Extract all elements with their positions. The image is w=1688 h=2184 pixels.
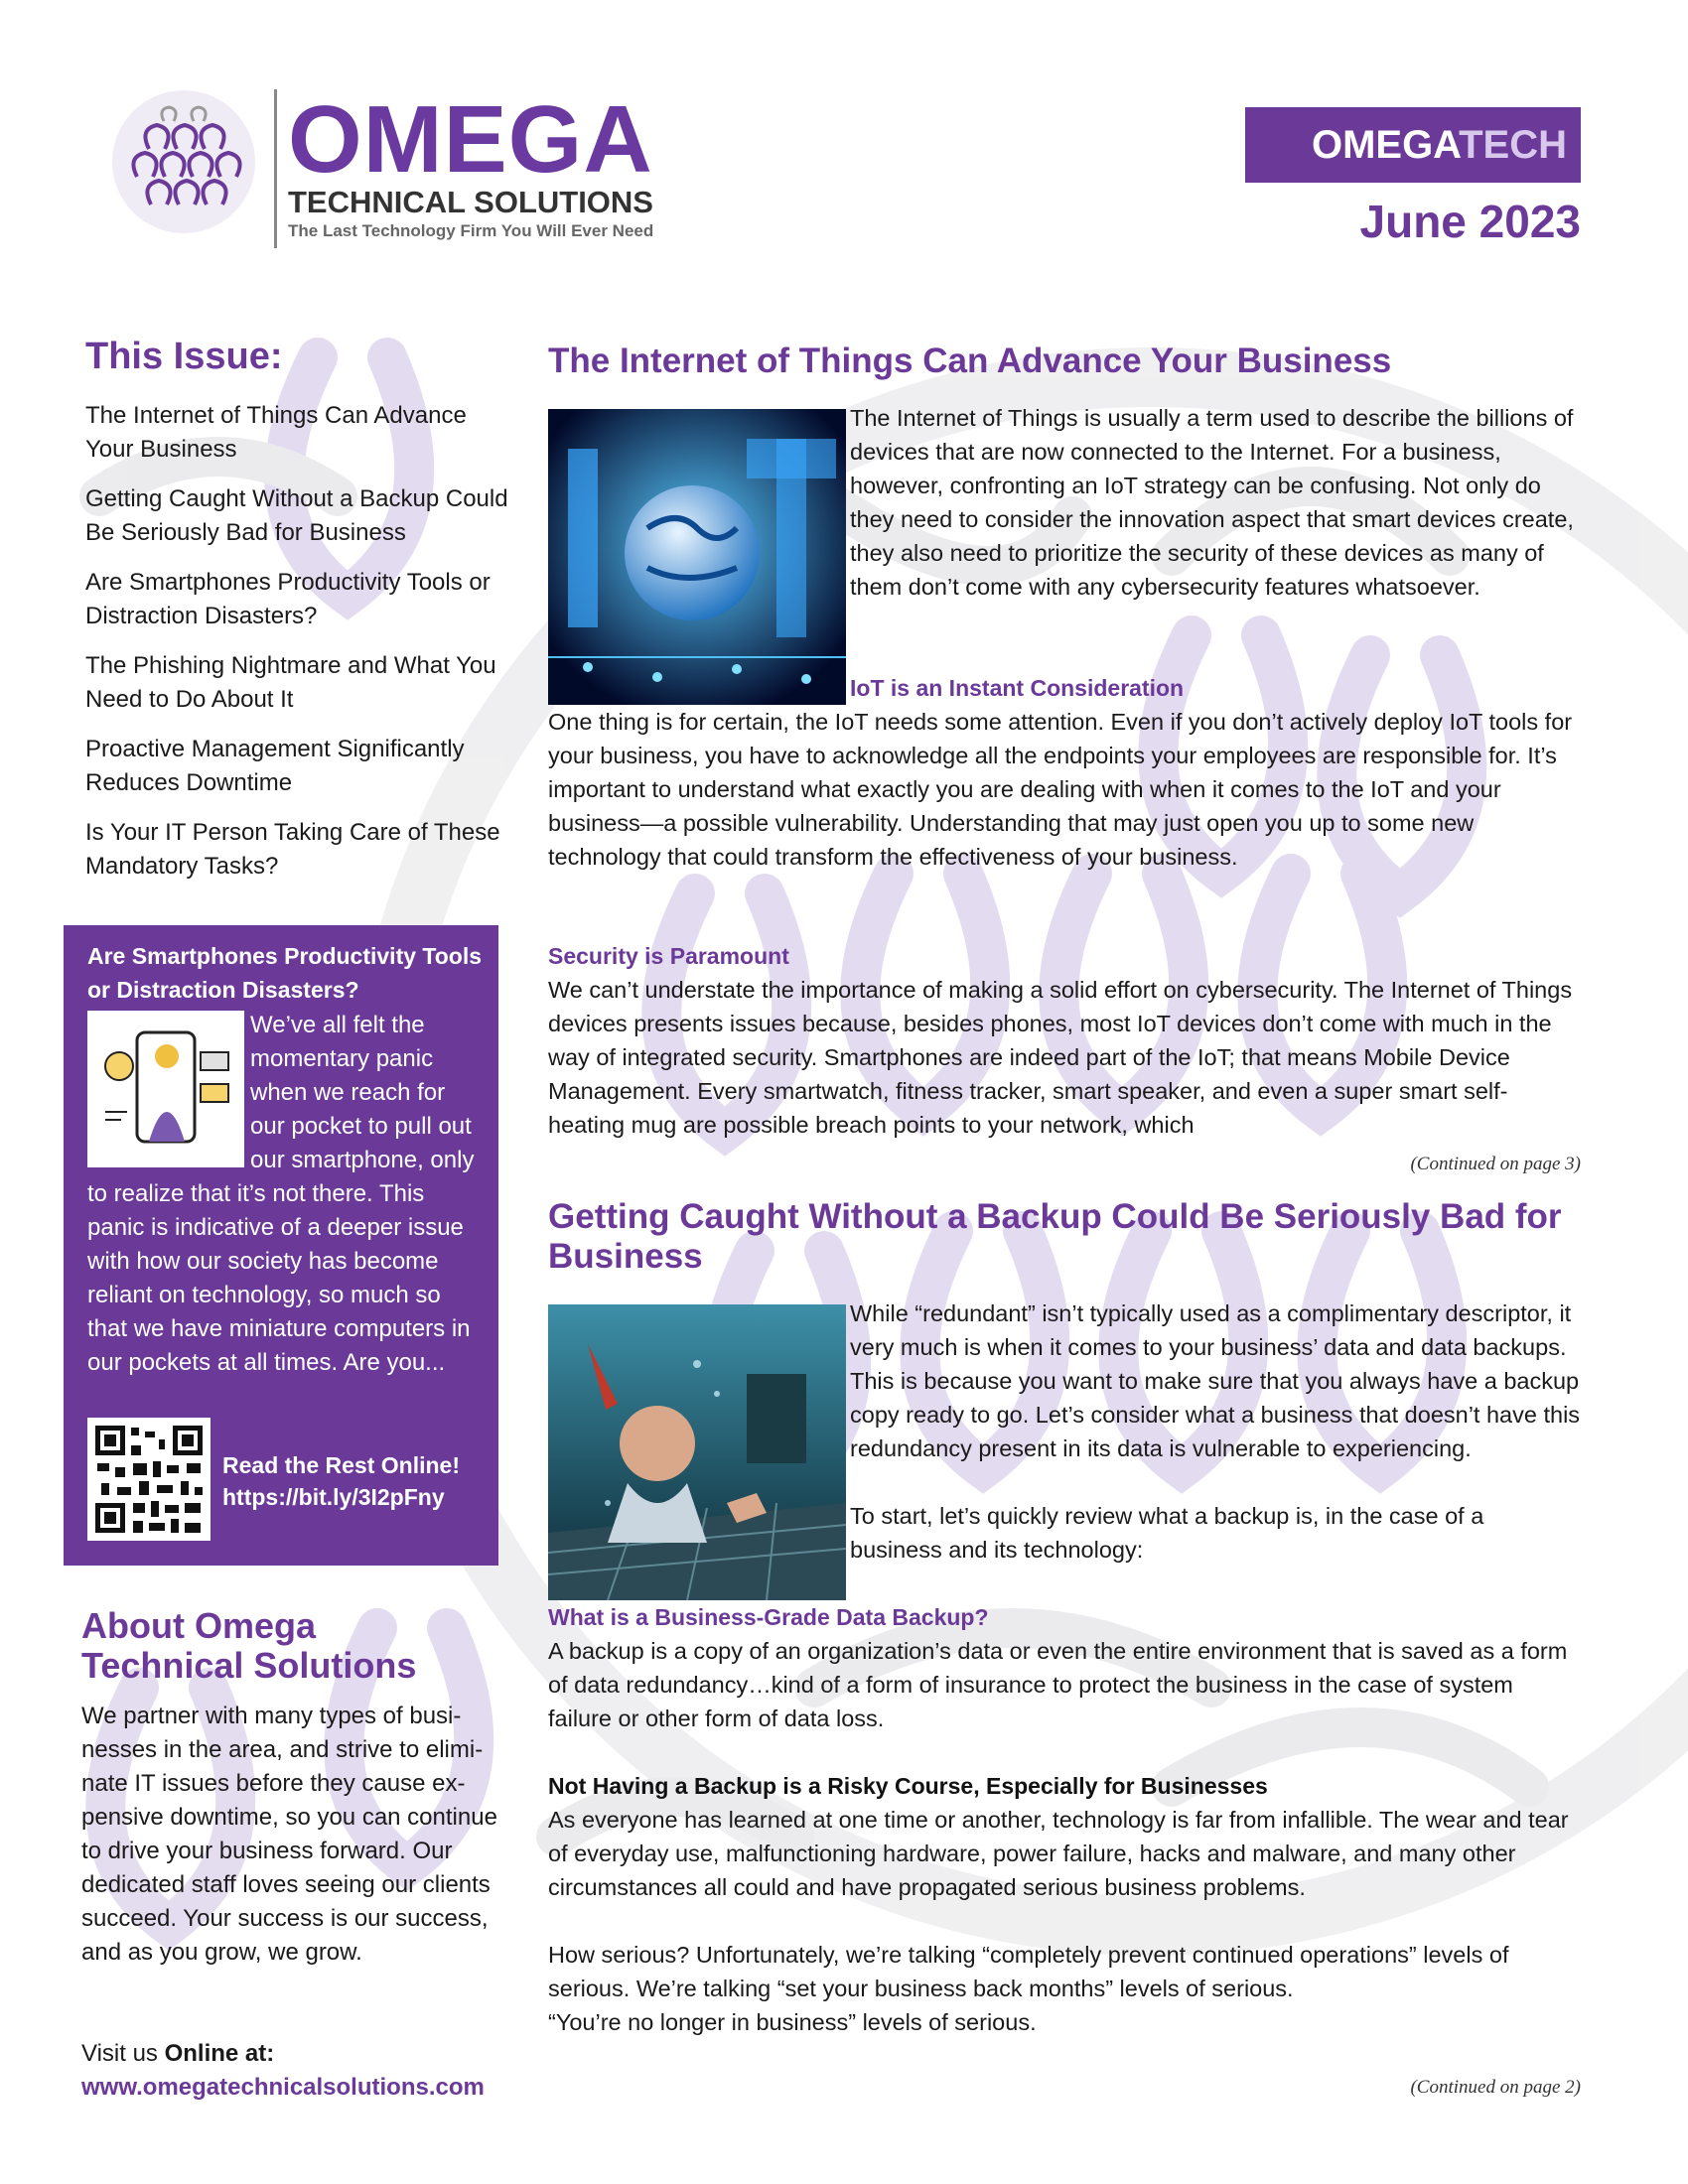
logo-divider	[274, 89, 277, 248]
this-issue-heading: This Issue:	[85, 336, 283, 377]
about-heading-line1: About Omega	[81, 1605, 317, 1646]
article1-subheading-2: Security is Paramount	[548, 943, 789, 969]
about-heading	[81, 1606, 416, 1686]
issue-item: The Phishing Nightmare and What You Need to Do About It	[85, 652, 496, 713]
read-online-label: Read the Rest Online!	[222, 1452, 460, 1478]
website-link[interactable]: www.omegatechnicalsolutions.com	[81, 2074, 485, 2101]
article2-intro-2: To start, let’s quickly review what a backup is, in the case of a business and its technology:	[850, 1503, 1484, 1563]
issue-item: Are Smartphones Productivity Tools or Distraction Disasters?	[85, 569, 491, 629]
sidebar-feature-box	[64, 925, 498, 1566]
issue-date: June 2023	[1359, 196, 1581, 247]
visit-line	[81, 2037, 274, 2071]
article2-continued: (Continued on page 2)	[1410, 2077, 1581, 2098]
qr-code-icon[interactable]	[87, 1418, 211, 1541]
sidebar-title: Are Smartphones Productivity Tools or Distraction Disasters?	[87, 943, 483, 1003]
newsletter-name-b: TECH	[1459, 123, 1567, 167]
about-body: We partner with many types of businesses in the area, and strive to eliminate IT issues before they cause expensive downtime, so you can continue to drive your business forward. Our dedicated staff loves seeing our clients succeed. Your success is our success, and as you grow, we grow.	[81, 1703, 497, 1966]
article2-paragraph-4: “You’re no longer in business” levels of serious.	[548, 2009, 1037, 2035]
article2-title: Getting Caught Without a Backup Could Be Seriously Bad for Business	[548, 1197, 1562, 1276]
logo-wordmark: OMEGA	[288, 86, 653, 193]
iot-image	[548, 409, 846, 705]
article1-continued: (Continued on page 3)	[1410, 1154, 1581, 1174]
about-heading-line2: Technical Solutions	[81, 1645, 417, 1686]
article2-subheading-2: Not Having a Backup is a Risky Course, Especially for Businesses	[548, 1773, 1268, 1799]
company-logo	[288, 86, 654, 242]
article2-paragraph-3: How serious? Unfortunately, we’re talking “completely prevent continued operations” levels of serious. We’re talking “set your business back months” levels of serious.	[548, 1942, 1509, 2001]
issue-list	[85, 399, 512, 899]
article2-paragraph-1: A backup is a copy of an organization’s data or even the entire environment that is saved as a form of data redundancy…kind of a form of insurance to protect the business in the case of system failure or other form of data loss.	[548, 1638, 1568, 1731]
issue-item: Proactive Management Significantly Reduces Downtime	[85, 736, 465, 796]
logo-tagline: The Last Technology Firm You Will Ever Need	[288, 221, 654, 240]
backup-image	[548, 1304, 846, 1600]
article2-intro-1: While “redundant” isn’t typically used as a complimentary descriptor, it very much is when it comes to your business’ data and data backups. This is because you want to make sure that you always have a backup copy ready to go. Let’s consider what a business that doesn’t have this redundancy present in its data is vulnerable to experiencing.	[850, 1300, 1581, 1461]
read-online-link[interactable]	[222, 1449, 460, 1513]
read-online-url: https://bit.ly/3I2pFny	[222, 1484, 445, 1510]
issue-item: Getting Caught Without a Backup Could Be Seriously Bad for Business	[85, 485, 508, 546]
article2-paragraph-2: As everyone has learned at one time or another, technology is far from infallible. The wear and tear of everyday use, malfunctioning hardware, power failure, hacks and malware, and many other circumstances all could and have propagated serious business problems.	[548, 1807, 1569, 1900]
article1-intro: The Internet of Things is usually a term used to describe the billions of devices that are now connected to the Internet. For a business, however, confronting an IoT strategy can be confusing. Not only do they need to consider the innovation aspect that smart devices create, they also need to prioritize the security of these devices as many of them don’t come with any cybersecurity features whatsoever.	[850, 405, 1574, 600]
newsletter-name-a: OMEGA	[1311, 123, 1460, 167]
sidebar-body: We’ve all felt the momentary panic when we reach for our pocket to pull out our smartphone, only to realize that it’s not there. This panic is indicative of a deeper issue with how our society has become reliant on technology, so much so that we have miniature computers in our pockets at all times. Are you...	[87, 1012, 475, 1376]
article2-subheading-1: What is a Business-Grade Data Backup?	[548, 1604, 989, 1630]
newsletter-name	[1245, 107, 1581, 183]
omega-globe-logo	[109, 87, 258, 236]
visit-prefix: Visit us	[81, 2040, 165, 2067]
article1-paragraph-2: We can’t understate the importance of making a solid effort on cybersecurity. The Internet of Things devices presents issues because, besides phones, most IoT devices don’t come with much in the way of integrated security. Smartphones are indeed part of the IoT; that means Mobile Device Management. Every smartwatch, fitness tracker, smart speaker, and even a super smart self-heating mug are possible breach points to your network, which	[548, 977, 1573, 1138]
article1-subheading-1: IoT is an Instant Consideration	[850, 675, 1185, 701]
article1-title: The Internet of Things Can Advance Your Business	[548, 341, 1392, 380]
visit-online-label: Online at:	[164, 2040, 275, 2067]
article1-paragraph-1: One thing is for certain, the IoT needs some attention. Even if you don’t actively deploy IoT tools for your business, you have to acknowledge all the endpoints your employees are responsible for. It’s important to understand what exactly you are dealing with when it comes to the IoT and your business—a possible vulnerability. Understanding that may just open you up to some new technology that could transform the effectiveness of your business.	[548, 709, 1573, 870]
logo-subtitle: TECHNICAL SOLUTIONS	[288, 185, 653, 219]
issue-item: The Internet of Things Can Advance Your Business	[85, 402, 467, 463]
issue-item: Is Your IT Person Taking Care of These Mandatory Tasks?	[85, 819, 500, 880]
